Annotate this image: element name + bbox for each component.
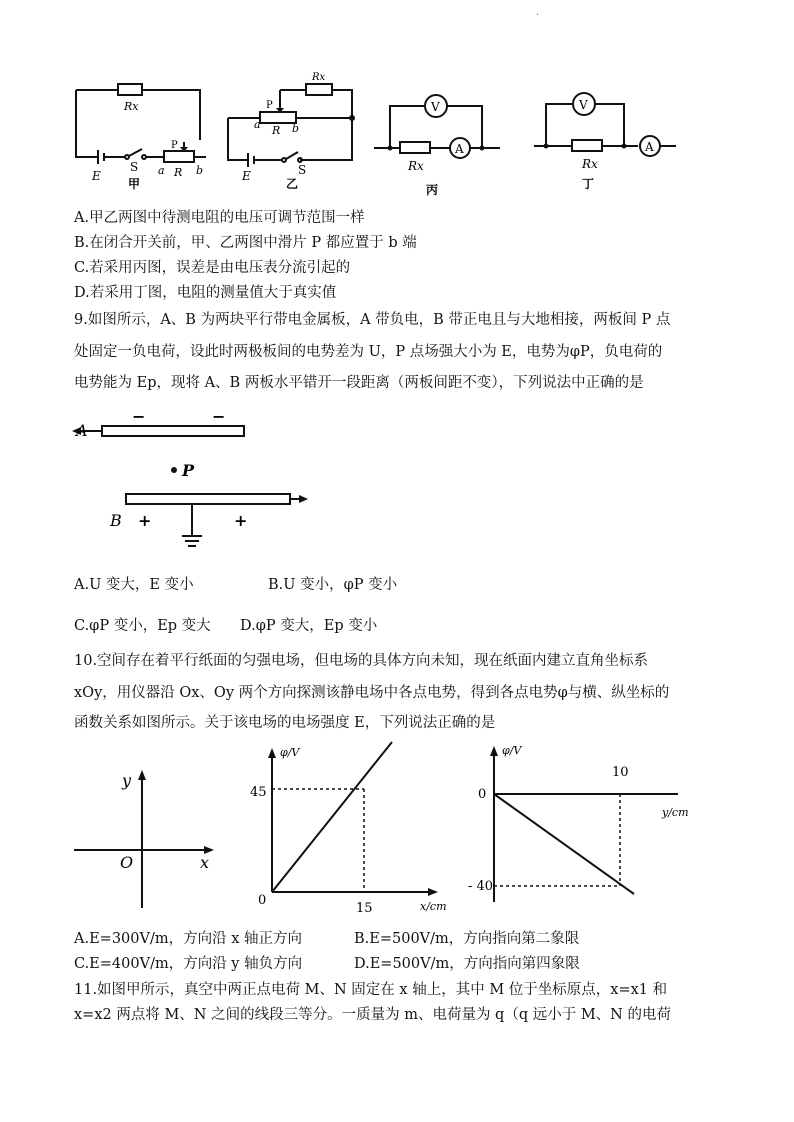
q10-coordinate-axes [70,764,220,914]
circuit-yi-e: E [242,169,251,183]
top-dot: · [536,10,540,21]
q10-axis-y-label: y [122,771,132,790]
circuit-yi-caption: 乙 [286,177,299,190]
q10-graph1-xtick: 15 [356,901,373,916]
circuit-jia-b: b [196,164,204,177]
q10-graph-phi-y [468,740,708,910]
q10-graph-phi-x [246,740,466,930]
circuit-bing-v: V [431,100,440,114]
q9-point-p-label: P [182,461,195,480]
q10-graph2-xtick: 10 [612,765,629,780]
circuit-bing-a: A [455,142,464,156]
circuit-ding-caption: 丁 [582,177,595,191]
circuit-yi-s: S [298,163,307,177]
q10-line-1: 10.空间存在着平行纸面的匀强电场，但电场的具体方向未知，现在纸面内建立直角坐标系 [74,653,649,669]
q9-line-3: 电势能为 Ep，现将 A、B 两板水平错开一段距离（两板间距不变），下列说法中正确的是 [74,375,644,391]
q10-line-2: xOy，用仪器沿 Ox、Oy 两个方向探测该静电场中各点电势，得到各点电势φ与横、纵坐标的 [74,685,670,701]
q9-option-c: C.φP 变小，Ep 变大 [74,618,211,634]
q9-plate-a-minus-left: − [132,408,146,426]
circuit-ding-v: V [579,98,588,112]
q10-graph1-ytick: 45 [250,785,267,800]
q9-option-d: D.φP 变大，Ep 变小 [240,618,378,634]
q9-line-2: 处固定一负电荷，设此时两极板间的电势差为 U，P 点场强大小为 E，电势为φP，负电荷的 [74,344,663,360]
q9-plate-a-label: A [76,421,88,440]
q10-option-c: C.E=400V/m，方向沿 y 轴负方向 [74,956,303,972]
circuit-yi-rx: Rx [312,72,326,83]
q9-plates-figure [68,408,328,558]
circuit-yi-r: R [272,124,281,137]
q10-graph1-xlabel: x/cm [420,900,447,913]
q10-option-a: A.E=300V/m，方向沿 x 轴正方向 [74,931,302,947]
q10-axis-x-label: x [200,853,210,872]
circuit-jia-s: S [130,160,139,174]
circuit-jia-a: a [158,164,165,177]
q9-plate-b-plus-right: + [234,511,248,530]
q11-line-1: 11.如图甲所示，真空中两正点电荷 M、N 固定在 x 轴上，其中 M 位于坐标原点，x=x1 和 [74,982,668,998]
circuit-bing-rx: Rx [408,159,424,173]
q10-graph2-ytick: - 40 [468,879,494,894]
q10-option-b: B.E=500V/m，方向指向第二象限 [354,931,580,947]
q10-line-3: 函数关系如图所示。关于该电场的电场强度 E，下列说法正确的是 [74,715,496,731]
q9-option-a: A.U 变大，E 变小 [74,577,194,593]
circuit-ding-figure [530,88,690,198]
q9-plate-b-plus-left: + [138,511,152,530]
circuit-yi-b: b [292,122,300,135]
q10-graph2-ylabel: φ/V [502,744,522,757]
q10-option-d: D.E=500V/m，方向指向第四象限 [354,956,580,972]
q9-option-b: B.U 变小，φP 变小 [268,577,398,593]
circuit-jia-e: E [92,169,101,183]
circuit-bing-figure [368,90,512,202]
circuit-ding-rx: Rx [582,157,598,171]
q9-plate-b-label: B [110,511,122,530]
circuit-ding-a: A [645,140,654,154]
circuit-yi-p: P [266,100,273,111]
q10-graph1-origin: 0 [258,893,267,908]
circuit-jia-figure [70,82,210,192]
circuit-bing-caption: 丙 [426,183,439,197]
q10-graph2-xlabel: y/cm [662,806,689,819]
q8-option-d: D.若采用丁图，电阻的测量值大于真实值 [74,285,337,301]
circuit-yi-figure [222,70,362,190]
q8-option-a: A.甲乙两图中待测电阻的电压可调节范围一样 [74,210,365,226]
q8-option-c: C.若采用丙图，误差是由电压表分流引起的 [74,260,351,276]
q10-graph1-ylabel: φ/V [280,746,300,759]
q10-graph2-origin: 0 [478,787,487,802]
circuit-yi-a: a [254,118,261,131]
q11-line-2: x=x2 两点将 M、N 之间的线段三等分。一质量为 m、电荷量为 q（q 远小于 M、N 的电荷 [74,1007,671,1023]
circuit-jia-p: P [171,140,178,151]
q10-origin-label: O [120,853,134,872]
q9-plate-a-minus-right: − [212,408,226,426]
circuit-jia-r: R [174,166,183,179]
circuit-jia-rx: Rx [124,100,139,113]
q8-option-b: B.在闭合开关前，甲、乙两图中滑片 P 都应置于 b 端 [74,235,417,251]
q9-line-1: 9.如图所示，A、B 为两块平行带电金属板，A 带负电，B 带正电且与大地相接，两板间 P 点 [74,312,671,328]
circuit-jia-caption: 甲 [128,177,141,191]
